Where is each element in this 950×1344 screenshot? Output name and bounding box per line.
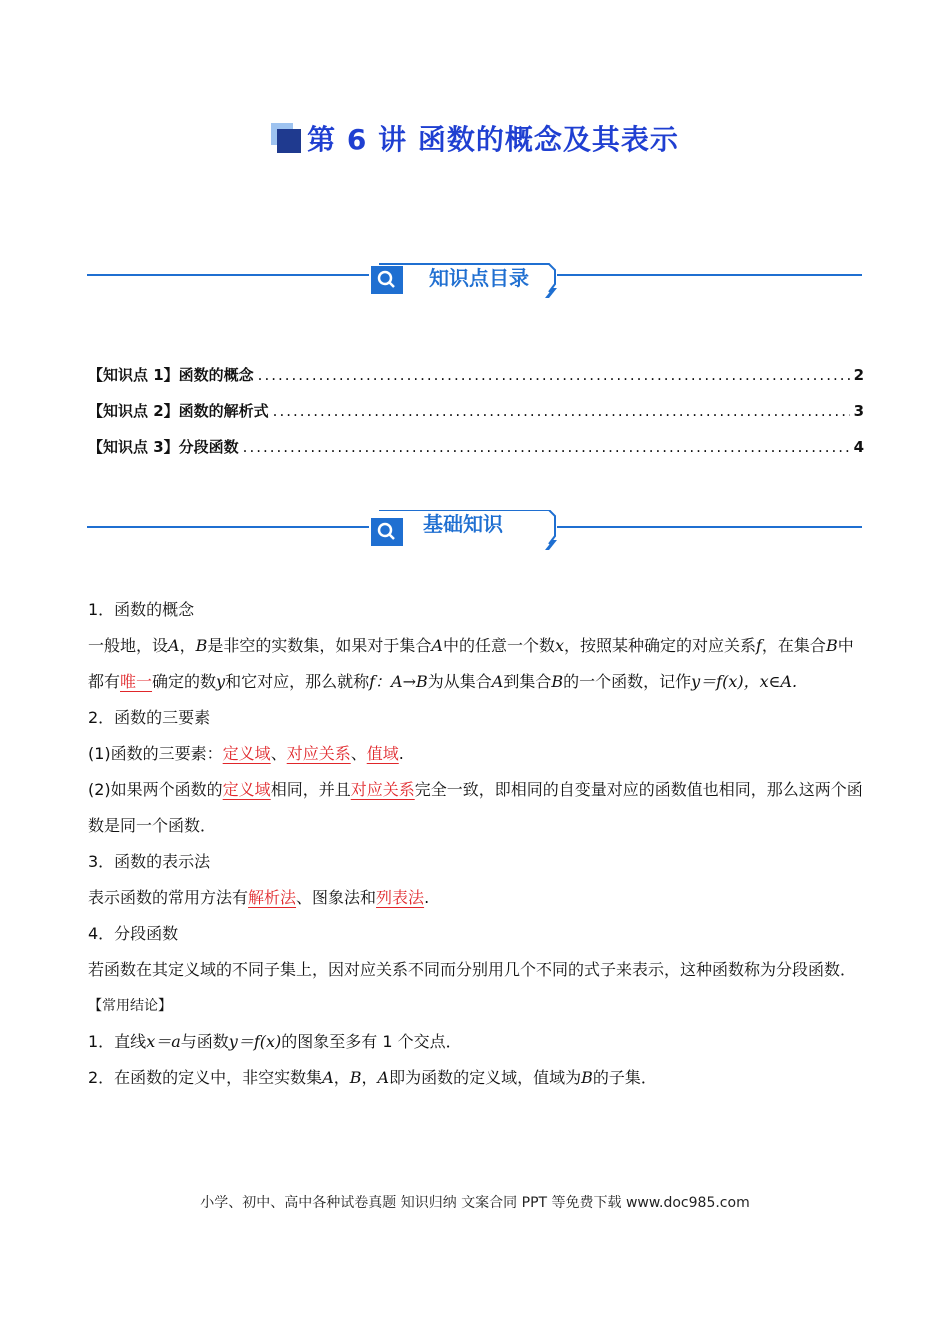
conclusion-item: 2．在函数的定义中，非空实数集A，B，A即为函数的定义域，值域为B的子集． <box>88 1068 657 1087</box>
main-content <box>88 592 864 1096</box>
toc-item-page: 2 <box>853 366 864 384</box>
toc-item-page: 4 <box>853 438 864 456</box>
conclusion-item: 1．直线x＝a与函数y＝f(x)的图象至多有 1 个交点． <box>88 1032 462 1051</box>
toc-item-page: 3 <box>853 402 864 420</box>
search-icon-bg <box>371 266 403 294</box>
toc-banner <box>87 258 862 308</box>
toc-banner-title: 知识点目录 <box>429 266 529 290</box>
toc-item-label: 【知识点 1】函数的概念 <box>88 366 254 384</box>
section-item: (2)如果两个函数的定义域相同，并且对应关系完全一致，即相同的自变量对应的函数值也相同，那么这两个函数是同一个函数． <box>88 780 863 835</box>
toc-item[interactable] <box>88 364 864 400</box>
basic-banner-title: 基础知识 <box>423 512 503 536</box>
section-heading: 1．函数的概念 <box>88 600 195 619</box>
page-title <box>0 118 950 158</box>
page-title-text: 第 6 讲 函数的概念及其表示 <box>307 123 679 156</box>
section-heading: 4．分段函数 <box>88 924 179 943</box>
conclusion-title: 【常用结论】 <box>88 998 172 1014</box>
toc-item-label: 【知识点 3】分段函数 <box>88 438 239 456</box>
toc-list <box>88 364 864 472</box>
section-paragraph: 若函数在其定义域的不同子集上，因对应关系不同而分别用几个不同的式子来表示，这种函数称为分段函数． <box>88 960 857 979</box>
title-square-icon <box>271 123 301 153</box>
section-heading: 3．函数的表示法 <box>88 852 211 871</box>
section-paragraph: 表示函数的常用方法有解析法、图象法和列表法. <box>88 888 430 907</box>
section-paragraph: 一般地，设A，B是非空的实数集，如果对于集合A中的任意一个数x，按照某种确定的对应关系f，在集合B中都有唯一确定的数y和它对应，那么就称f：A→B为从集合A到集合B的一个函数，记作y＝f(x)，x∈A. <box>88 636 854 691</box>
toc-item-label: 【知识点 2】函数的解析式 <box>88 402 269 420</box>
section-heading: 2．函数的三要素 <box>88 708 211 727</box>
toc-item[interactable] <box>88 436 864 472</box>
basic-banner <box>87 510 862 560</box>
toc-item[interactable] <box>88 400 864 436</box>
emphasis-unique: 唯一 <box>120 672 153 691</box>
page-footer: 小学、初中、高中各种试卷真题 知识归纳 文案合同 PPT 等免费下载 www.doc985.com <box>200 1195 750 1211</box>
section-item: (1)函数的三要素：定义域、对应关系、值域. <box>88 744 404 763</box>
